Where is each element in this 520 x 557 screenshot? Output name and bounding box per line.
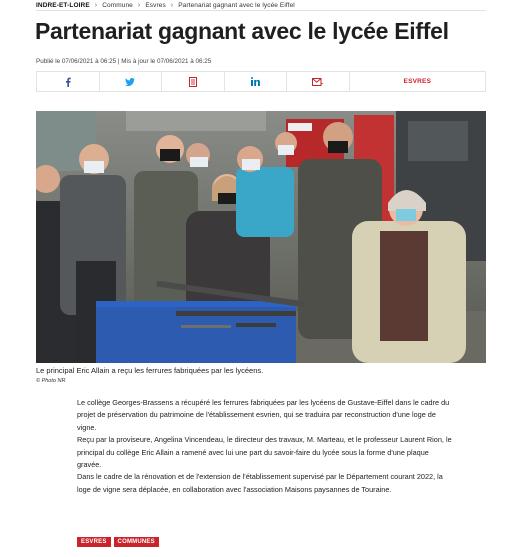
group-photo-illustration: [36, 111, 486, 363]
image-credit: © Photo NR: [36, 378, 66, 384]
article-paragraph: Le collège Georges-Brassens a récupéré les ferrures fabriquées par les lycéens de Gustave-Eiffel dans le cadre du projet de préservation du patrimoine de l'établissement esvrien, qui se traduira par reconstruction d'une loge de vigne.: [77, 398, 450, 432]
article-photo: [36, 111, 486, 363]
article-meta: Publié le 07/06/2021 à 06:25 | Mis à jour le 07/06/2021 à 06:25: [36, 58, 212, 65]
image-caption: Le principal Eric Allain a reçu les ferrures fabriquées par les lycéens.: [36, 366, 264, 375]
share-facebook-button[interactable]: [37, 72, 100, 91]
article-body: [77, 397, 455, 496]
breadcrumb-item-commune[interactable]: Commune: [102, 1, 133, 9]
print-icon: [189, 77, 197, 87]
twitter-icon: [125, 78, 135, 86]
tag-esvres[interactable]: ESVRES: [77, 537, 111, 547]
breadcrumb-separator: ›: [170, 1, 174, 9]
breadcrumb-item-esvres[interactable]: Esvres: [145, 1, 166, 9]
article-paragraph: Dans le cadre de la rénovation et de l'extension de l'établissement supervisé par le Département courant 2022, la loge de vigne sera déplacée, en collaboration avec l'association Maisons paysannes de Touraine.: [77, 472, 443, 494]
breadcrumb-separator: ›: [137, 1, 141, 9]
linkedin-icon: [251, 77, 260, 86]
email-icon: [312, 78, 323, 86]
share-email-button[interactable]: [287, 72, 350, 91]
facebook-icon: [65, 77, 71, 87]
print-button[interactable]: [162, 72, 225, 91]
breadcrumb-item-current: Partenariat gagnant avec le lycée Eiffel: [178, 1, 295, 9]
article-paragraph: Reçu par la proviseure, Angelina Vincendeau, le directeur des travaux, M. Marteau, et le professeur Laurent Rion, le principal du collège Eric Allain a ramené avec lui une part du savoir-faire du lycée sous la forme d'une plaque gravée.: [77, 435, 452, 470]
breadcrumb-item-indre-et-loire[interactable]: INDRE-ET-LOIRE: [36, 1, 90, 9]
breadcrumb: [36, 0, 295, 10]
share-linkedin-button[interactable]: [225, 72, 288, 91]
article-title: Partenariat gagnant avec le lycée Eiffel: [35, 18, 449, 44]
tag-communes[interactable]: COMMUNES: [114, 537, 159, 547]
article-tags: [77, 537, 159, 547]
share-bar: [36, 71, 486, 92]
share-tag-label: ESVRES: [403, 78, 432, 85]
breadcrumb-separator: ›: [94, 1, 98, 9]
breadcrumb-divider: [36, 10, 486, 11]
share-tag-esvres[interactable]: [350, 72, 485, 91]
share-twitter-button[interactable]: [100, 72, 163, 91]
